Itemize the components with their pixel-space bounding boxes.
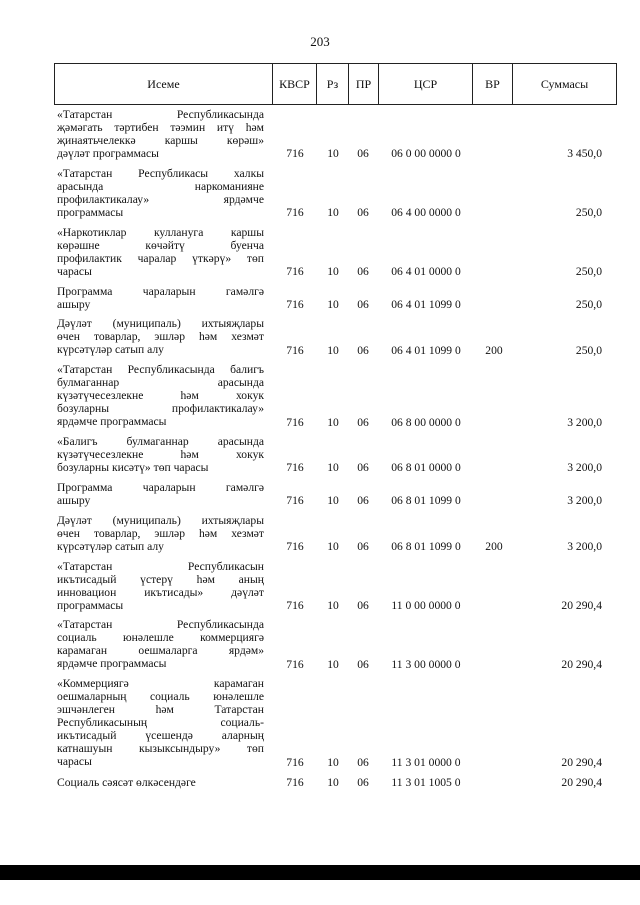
header-kvsr: КВСР — [273, 64, 317, 105]
row-name — [57, 618, 264, 670]
row-name-line: Дәүләт (муниципаль) ихтыяҗлары — [57, 513, 264, 527]
row-name-line: программасы — [57, 205, 124, 219]
row-kvsr: 716 — [286, 265, 304, 279]
row-pr: 06 — [357, 755, 369, 769]
row-name-line: арасында наркоманияне — [57, 179, 264, 193]
row-sum: 20 290,4 — [561, 598, 602, 612]
row-csr: 06 4 01 1099 0 — [391, 297, 461, 311]
row-kvsr: 716 — [286, 297, 304, 311]
row-name-line: күрсәтүләр сатып алу — [57, 539, 164, 553]
row-kvsr: 716 — [286, 598, 304, 612]
row-rz: 10 — [327, 755, 339, 769]
row-name-line: ярдәмче программасы — [57, 657, 167, 671]
row-csr: 06 8 00 0000 0 — [391, 415, 461, 429]
row-pr: 06 — [357, 657, 369, 671]
page-number: 203 — [310, 34, 330, 49]
row-name-line: Программа чараларын гамәлгә — [57, 284, 264, 298]
row-name-line: бозуларны профилактикалау» — [57, 402, 264, 416]
row-name — [57, 677, 264, 768]
row-name-line: оешмаларның социаль юнәлешле — [57, 690, 264, 704]
row-pr: 06 — [357, 598, 369, 612]
row-pr: 06 — [357, 206, 369, 220]
header-rz: Рз — [317, 64, 349, 105]
row-name — [57, 776, 264, 789]
row-sum: 250,0 — [575, 206, 602, 220]
row-name-line: күзәтүчесезлекне һәм хокук — [57, 448, 264, 462]
header-vr: ВР — [473, 64, 513, 105]
row-rz: 10 — [327, 265, 339, 279]
row-kvsr: 716 — [286, 461, 304, 475]
row-sum: 3 200,0 — [567, 461, 602, 475]
row-sum: 250,0 — [575, 343, 602, 357]
row-kvsr: 716 — [286, 147, 304, 161]
row-name-line: көрәшне көчәйтү буенча — [57, 238, 264, 252]
row-name-line: Социаль сәясәт өлкәсендәге — [57, 775, 196, 789]
row-pr: 06 — [357, 265, 369, 279]
row-sum: 20 290,4 — [561, 657, 602, 671]
row-name-line: чарасы — [57, 755, 92, 769]
row-sum: 3 450,0 — [567, 147, 602, 161]
row-sum: 3 200,0 — [567, 415, 602, 429]
row-pr: 06 — [357, 297, 369, 311]
row-rz: 10 — [327, 775, 339, 789]
row-name-line: «Наркотиклар куллануга каршы — [57, 225, 264, 239]
row-name — [57, 560, 264, 612]
row-rz: 10 — [327, 494, 339, 508]
scan-border — [0, 865, 640, 880]
row-vr: 200 — [485, 539, 503, 553]
row-rz: 10 — [327, 206, 339, 220]
row-name-line: катнашуын кызыксындыру» төп — [57, 742, 264, 756]
header-csr: ЦСР — [379, 64, 473, 105]
row-sum: 20 290,4 — [561, 775, 602, 789]
row-name — [57, 167, 264, 219]
row-rz: 10 — [327, 147, 339, 161]
row-csr: 11 0 00 0000 0 — [391, 598, 461, 612]
row-csr: 06 4 01 0000 0 — [391, 265, 461, 279]
row-name-line: Дәүләт (муниципаль) ихтыяҗлары — [57, 317, 264, 331]
header-name: Исеме — [55, 64, 273, 105]
row-name-line: «Татарстан Республикасында — [57, 108, 264, 121]
row-csr: 06 4 01 1099 0 — [391, 343, 461, 357]
row-rz: 10 — [327, 657, 339, 671]
row-rz: 10 — [327, 297, 339, 311]
row-kvsr: 716 — [286, 415, 304, 429]
row-name-line: дәүләт программасы — [57, 147, 159, 160]
row-rz: 10 — [327, 415, 339, 429]
row-name-line: ашыру — [57, 494, 91, 507]
row-name-line: күрсәтүләр сатып алу — [57, 343, 164, 357]
row-pr: 06 — [357, 415, 369, 429]
row-sum: 3 200,0 — [567, 494, 602, 508]
row-name-line: булмаганнар арасында — [57, 376, 264, 390]
row-name-line: җинаятьчелеккә каршы көрәш» — [57, 134, 264, 147]
row-name-line: Программа чараларын гамәлгә — [57, 481, 264, 494]
row-sum: 3 200,0 — [567, 539, 602, 553]
row-name-line: чарасы — [57, 264, 92, 278]
row-name — [57, 285, 264, 311]
row-pr: 06 — [357, 343, 369, 357]
row-name-line: «Коммерциягә карамаган — [57, 677, 264, 691]
row-name — [57, 514, 264, 553]
row-kvsr: 716 — [286, 206, 304, 220]
row-name-line: программасы — [57, 598, 124, 612]
header-pr: ПР — [349, 64, 379, 105]
row-name-line: «Татарстан Республикасында — [57, 618, 264, 632]
row-csr: 06 8 01 1099 0 — [391, 539, 461, 553]
table-header — [54, 63, 617, 105]
row-csr: 11 3 01 1005 0 — [391, 775, 461, 789]
row-csr: 06 0 00 0000 0 — [391, 147, 461, 161]
row-pr: 06 — [357, 147, 369, 161]
row-name-line: икътисадый үстерү һәм аның — [57, 572, 264, 586]
row-kvsr: 716 — [286, 657, 304, 671]
row-name-line: «Татарстан Республикасында балигъ — [57, 363, 264, 377]
row-name-line: җәмәгать тәртибен тәэмин итү һәм — [57, 121, 264, 134]
row-csr: 06 4 00 0000 0 — [391, 206, 461, 220]
row-sum: 20 290,4 — [561, 755, 602, 769]
row-name-line: профилактик чаралар үткәрү» төп — [57, 251, 264, 265]
row-name-line: эшчәнлеген һәм Татарстан — [57, 703, 264, 717]
row-kvsr: 716 — [286, 343, 304, 357]
row-rz: 10 — [327, 343, 339, 357]
row-pr: 06 — [357, 461, 369, 475]
row-name — [57, 317, 264, 356]
row-name-line: инновацион икътисады» дәүләт — [57, 585, 264, 599]
row-pr: 06 — [357, 494, 369, 508]
row-csr: 06 8 01 0000 0 — [391, 461, 461, 475]
row-name-line: социаль юнәлешле коммерциягә — [57, 631, 264, 645]
row-name-line: карамаган оешмаларга ярдәм» — [57, 644, 264, 658]
row-kvsr: 716 — [286, 775, 304, 789]
row-pr: 06 — [357, 539, 369, 553]
row-kvsr: 716 — [286, 539, 304, 553]
row-rz: 10 — [327, 539, 339, 553]
row-name — [57, 481, 264, 507]
row-name-line: өчен товарлар, эшләр һәм хезмәт — [57, 526, 264, 540]
row-rz: 10 — [327, 598, 339, 612]
row-name-line: Республикасының социаль- — [57, 716, 264, 730]
row-pr: 06 — [357, 775, 369, 789]
row-csr: 11 3 00 0000 0 — [391, 657, 461, 671]
row-name — [57, 363, 264, 428]
row-rz: 10 — [327, 461, 339, 475]
row-name — [57, 435, 264, 474]
row-vr: 200 — [485, 343, 503, 357]
row-name-line: бозуларны кисәтү» төп чарасы — [57, 461, 209, 475]
row-csr: 11 3 01 0000 0 — [391, 755, 461, 769]
row-kvsr: 716 — [286, 494, 304, 508]
row-name-line: күзәтүчесезлекне һәм хокук — [57, 389, 264, 403]
row-name-line: профилактикалау» ярдәмче — [57, 192, 264, 206]
row-name-line: ярдәмче программасы — [57, 415, 167, 429]
row-sum: 250,0 — [575, 297, 602, 311]
row-name-line: ашыру — [57, 297, 91, 311]
row-kvsr: 716 — [286, 755, 304, 769]
row-csr: 06 8 01 1099 0 — [391, 494, 461, 508]
row-name — [57, 226, 264, 278]
row-name-line: «Балигъ булмаганнар арасында — [57, 435, 264, 449]
row-name-line: икътисадый үсешендә аларның — [57, 729, 264, 743]
row-name-line: «Татарстан Республикасы халкы — [57, 166, 264, 180]
row-sum: 250,0 — [575, 265, 602, 279]
header-sum: Суммасы — [513, 64, 617, 105]
row-name — [57, 108, 264, 160]
row-name-line: «Татарстан Республикасын — [57, 559, 264, 573]
row-name-line: өчен товарлар, эшләр һәм хезмәт — [57, 330, 264, 344]
